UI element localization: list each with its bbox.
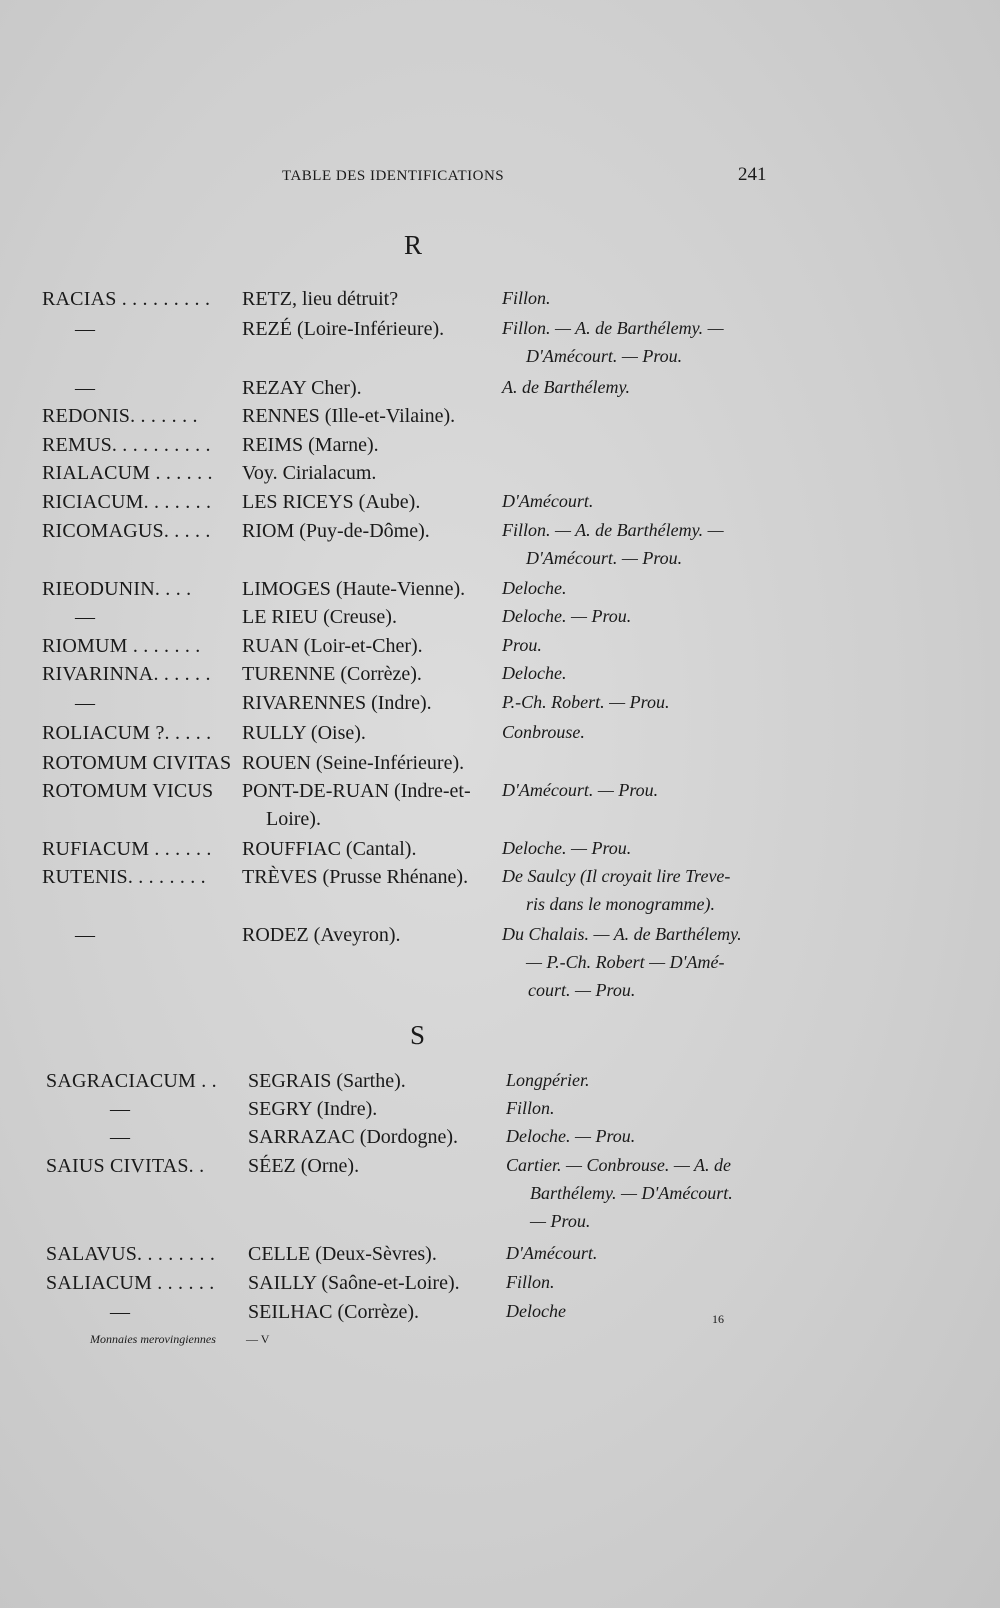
latin-name: ROTOMUM VICUS <box>42 780 214 802</box>
table-row <box>0 434 1000 456</box>
source-reference-continued: D'Amécourt. — Prou. <box>526 346 683 366</box>
source-reference: Du Chalais. — A. de Barthélemy. <box>502 924 742 944</box>
place-name: CELLE (Deux-Sèvres). <box>248 1243 437 1265</box>
source-reference-continued: Barthélemy. — D'Amécourt. <box>530 1183 733 1203</box>
page-number: 241 <box>738 164 767 185</box>
table-row <box>0 1098 1000 1120</box>
latin-name: RICOMAGUS. . . . . <box>42 520 211 542</box>
table-row <box>0 838 1000 860</box>
source-reference-continued: D'Amécourt. — Prou. <box>526 548 683 568</box>
place-name: REZAY Cher). <box>242 377 362 399</box>
source-reference: Deloche. <box>502 578 567 598</box>
latin-name: REDONIS. . . . . . . <box>42 405 198 427</box>
source-reference: D'Amécourt. <box>506 1243 598 1263</box>
latin-name: — <box>75 692 95 714</box>
place-name: PONT-DE-RUAN (Indre-et- <box>242 780 471 802</box>
latin-name: SALIACUM . . . . . . <box>46 1272 215 1294</box>
place-name: SEGRY (Indre). <box>248 1098 378 1120</box>
latin-name: — <box>75 318 95 340</box>
table-row <box>0 752 1000 774</box>
table-row <box>0 1126 1000 1148</box>
latin-name: RIALACUM . . . . . . <box>42 462 213 484</box>
signature-letter: — V <box>246 1332 270 1346</box>
source-reference: Deloche. — Prou. <box>502 606 632 626</box>
latin-name: — <box>110 1301 130 1323</box>
table-row <box>0 520 1000 568</box>
table-row <box>0 462 1000 484</box>
source-reference: Deloche. <box>502 663 567 683</box>
source-reference: A. de Barthélemy. <box>502 377 630 397</box>
table-row <box>0 318 1000 366</box>
source-reference: D'Amécourt. — Prou. <box>502 780 659 800</box>
table-row <box>0 491 1000 513</box>
source-reference: Fillon. <box>506 1272 555 1292</box>
table-row <box>0 924 1000 1000</box>
place-name: LE RIEU (Creuse). <box>242 606 397 628</box>
table-row <box>0 1155 1000 1231</box>
latin-name: ROLIACUM ?. . . . . <box>42 722 212 744</box>
place-name: REZÉ (Loire-Inférieure). <box>242 318 445 340</box>
latin-name: RUFIACUM . . . . . . <box>42 838 212 860</box>
table-row <box>0 692 1000 714</box>
place-name: SEGRAIS (Sarthe). <box>248 1070 406 1092</box>
table-row <box>0 578 1000 600</box>
source-reference: Deloche. — Prou. <box>502 838 632 858</box>
table-row <box>0 663 1000 685</box>
place-name: REIMS (Marne). <box>242 434 379 456</box>
place-name: SARRAZAC (Dordogne). <box>248 1126 458 1148</box>
table-row <box>0 780 1000 830</box>
latin-name: — <box>110 1126 130 1148</box>
table-row <box>0 1070 1000 1092</box>
latin-name: RIEODUNIN. . . . <box>42 578 192 600</box>
latin-name: — <box>110 1098 130 1120</box>
source-reference: Conbrouse. <box>502 722 585 742</box>
source-reference: Fillon. <box>506 1098 555 1118</box>
table-row <box>0 606 1000 628</box>
place-name: TRÈVES (Prusse Rhénane). <box>242 866 469 888</box>
table-row <box>0 1272 1000 1294</box>
latin-name: SALAVUS. . . . . . . . <box>46 1243 216 1265</box>
latin-name: — <box>75 924 95 946</box>
source-reference: Fillon. <box>502 288 551 308</box>
place-name: RENNES (Ille-et-Vilaine). <box>242 405 456 427</box>
latin-name: REMUS. . . . . . . . . . <box>42 434 211 456</box>
table-row <box>0 722 1000 744</box>
table-row <box>0 288 1000 310</box>
latin-name: RIOMUM . . . . . . . <box>42 635 201 657</box>
place-name: RUAN (Loir-et-Cher). <box>242 635 423 657</box>
latin-name: SAGRACIACUM . . <box>46 1070 217 1092</box>
place-name: RODEZ (Aveyron). <box>242 924 401 946</box>
running-head: TABLE DES IDENTIFICATIONS <box>282 168 505 184</box>
source-reference: Deloche. — Prou. <box>506 1126 636 1146</box>
latin-name: RACIAS . . . . . . . . . <box>42 288 211 310</box>
place-name: SÉEZ (Orne). <box>248 1155 360 1177</box>
latin-name: — <box>75 377 95 399</box>
latin-name: — <box>75 606 95 628</box>
source-reference: Fillon. — A. de Barthélemy. — <box>502 520 724 540</box>
section-letter-s: S <box>410 1020 426 1050</box>
source-reference: Cartier. — Conbrouse. — A. de <box>506 1155 732 1175</box>
source-reference: Prou. <box>502 635 542 655</box>
place-name: ROUEN (Seine-Inférieure). <box>242 752 465 774</box>
signature-mark: Monnaies merovingiennes <box>90 1332 216 1346</box>
table-row <box>0 635 1000 657</box>
table-row <box>0 866 1000 914</box>
latin-name: ROTOMUM CIVITAS <box>42 752 232 774</box>
source-reference: Fillon. — A. de Barthélemy. — <box>502 318 724 338</box>
latin-name: RUTENIS. . . . . . . . <box>42 866 206 888</box>
table-row <box>0 1243 1000 1265</box>
place-name: LIMOGES (Haute-Vienne). <box>242 578 466 600</box>
source-reference-continued: ris dans le monogramme). <box>526 894 715 914</box>
place-name: RIOM (Puy-de-Dôme). <box>242 520 430 542</box>
latin-name: RIVARINNA. . . . . . <box>42 663 211 685</box>
place-name: LES RICEYS (Aube). <box>242 491 421 513</box>
place-name: TURENNE (Corrèze). <box>242 663 422 685</box>
source-reference: De Saulcy (Il croyait lire Treve- <box>502 866 731 886</box>
place-name: RULLY (Oise). <box>242 722 366 744</box>
place-name: SAILLY (Saône-et-Loire). <box>248 1272 460 1294</box>
source-reference-continued: — P.-Ch. Robert — D'Amé- <box>526 952 725 972</box>
section-letter-r: R <box>404 230 423 260</box>
latin-name: RICIACUM. . . . . . . <box>42 491 212 513</box>
place-name: RIVARENNES (Indre). <box>242 692 432 714</box>
source-reference-continued: court. — Prou. <box>528 980 636 1000</box>
table-row <box>0 405 1000 427</box>
place-name: SEILHAC (Corrèze). <box>248 1301 420 1323</box>
place-name: RETZ, lieu détruit? <box>242 288 399 310</box>
table-row <box>0 377 1000 399</box>
source-reference: P.-Ch. Robert. — Prou. <box>502 692 670 712</box>
source-reference: Deloche <box>506 1301 566 1321</box>
place-name: ROUFFIAC (Cantal). <box>242 838 417 860</box>
source-reference-continued: — Prou. <box>530 1211 591 1231</box>
place-name-continued: Loire). <box>266 808 321 830</box>
source-reference: D'Amécourt. <box>502 491 594 511</box>
place-name: Voy. Cirialacum. <box>242 462 377 484</box>
latin-name: SAIUS CIVITAS. . <box>46 1155 205 1177</box>
sheet-number: 16 <box>712 1312 724 1326</box>
source-reference: Longpérier. <box>506 1070 590 1090</box>
